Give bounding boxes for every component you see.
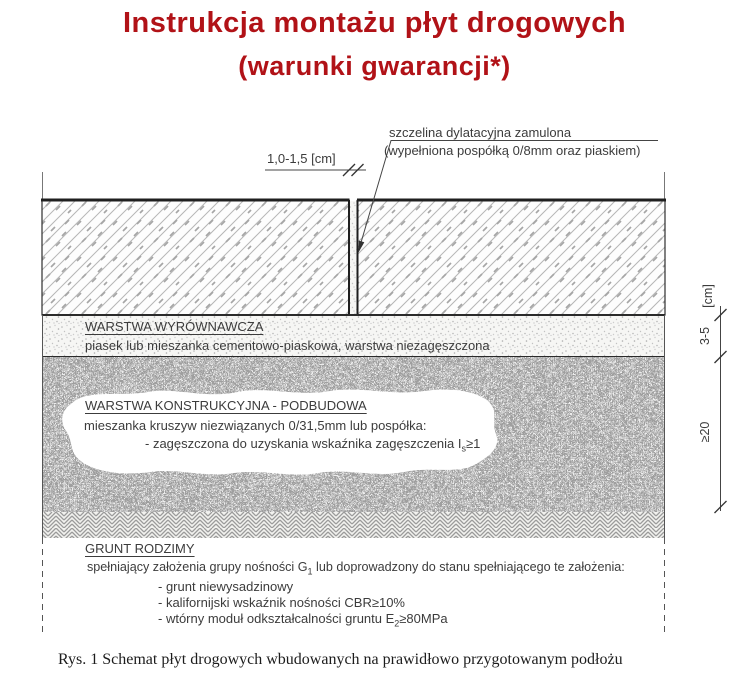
base-layer-desc: mieszanka kruszyw niezwiązanych 0/31,5mm lub pospółka: [84, 418, 427, 433]
base-layer-note-subscript: s [461, 443, 466, 454]
subgrade-hatch-band [42, 512, 665, 538]
joint-width-dim-label: 1,0-1,5 [cm] [267, 151, 336, 166]
subgrade-bullet-3-subscript: 2 [394, 618, 400, 629]
subgrade-bullet-3-text: - wtórny moduł odkształcalności gruntu E [158, 611, 395, 626]
base-layer-note-value: ≥1 [466, 436, 481, 451]
base-layer-note [145, 436, 481, 454]
page-title-line-2: (warunki gwarancji*) [238, 51, 511, 81]
road-slab-right [358, 200, 666, 315]
subgrade-desc-tail: lub doprowadzony do stanu spełniającego te założenia: [312, 560, 625, 574]
road-slab-left [42, 200, 349, 315]
subgrade-desc-text: spełniający założenia grupy nośności G [87, 560, 308, 574]
subgrade-title: GRUNT RODZIMY [85, 541, 195, 556]
page-title-line-1: Instrukcja montażu płyt drogowych [122, 7, 627, 39]
subgrade-bullet-2: - kalifornijski wskaźnik nośności CBR≥10% [158, 595, 405, 610]
leveling-layer-title: WARSTWA WYRÓWNAWCZA [85, 319, 264, 334]
joint-annotation-line-2: (wypełniona pospółką 0/8mm oraz piaskiem) [384, 142, 641, 158]
figure-caption: Rys. 1 Schemat płyt drogowych wbudowanych na prawidłowo przygotowanym podłożu [58, 651, 623, 668]
subgrade-bullet-1: - grunt niewysadzinowy [158, 579, 294, 594]
subgrade-desc [87, 560, 625, 577]
base-layer-title: WARSTWA KONSTRUKCYJNA - PODBUDOWA [85, 398, 367, 413]
expansion-joint-fill [350, 201, 357, 314]
leveling-layer-desc: piasek lub mieszanka cementowo-piaskowa, warstwa niezagęszczona [85, 338, 490, 353]
subgrade-desc-subscript: 1 [307, 566, 313, 577]
subgrade-bullet-3 [158, 611, 448, 629]
dim-base-thickness-label: ≥20 [698, 421, 712, 443]
subgrade-bullet-3-value: ≥80MPa [399, 611, 448, 626]
dim-unit-label: [cm] [701, 284, 715, 308]
dim-leveling-thickness-label: 3-5 [698, 326, 712, 346]
base-layer-note-text: - zagęszczona do uzyskania wskaźnika zagęszczenia I [145, 436, 462, 451]
joint-annotation-line-1: szczelina dylatacyjna zamulona [389, 125, 572, 140]
